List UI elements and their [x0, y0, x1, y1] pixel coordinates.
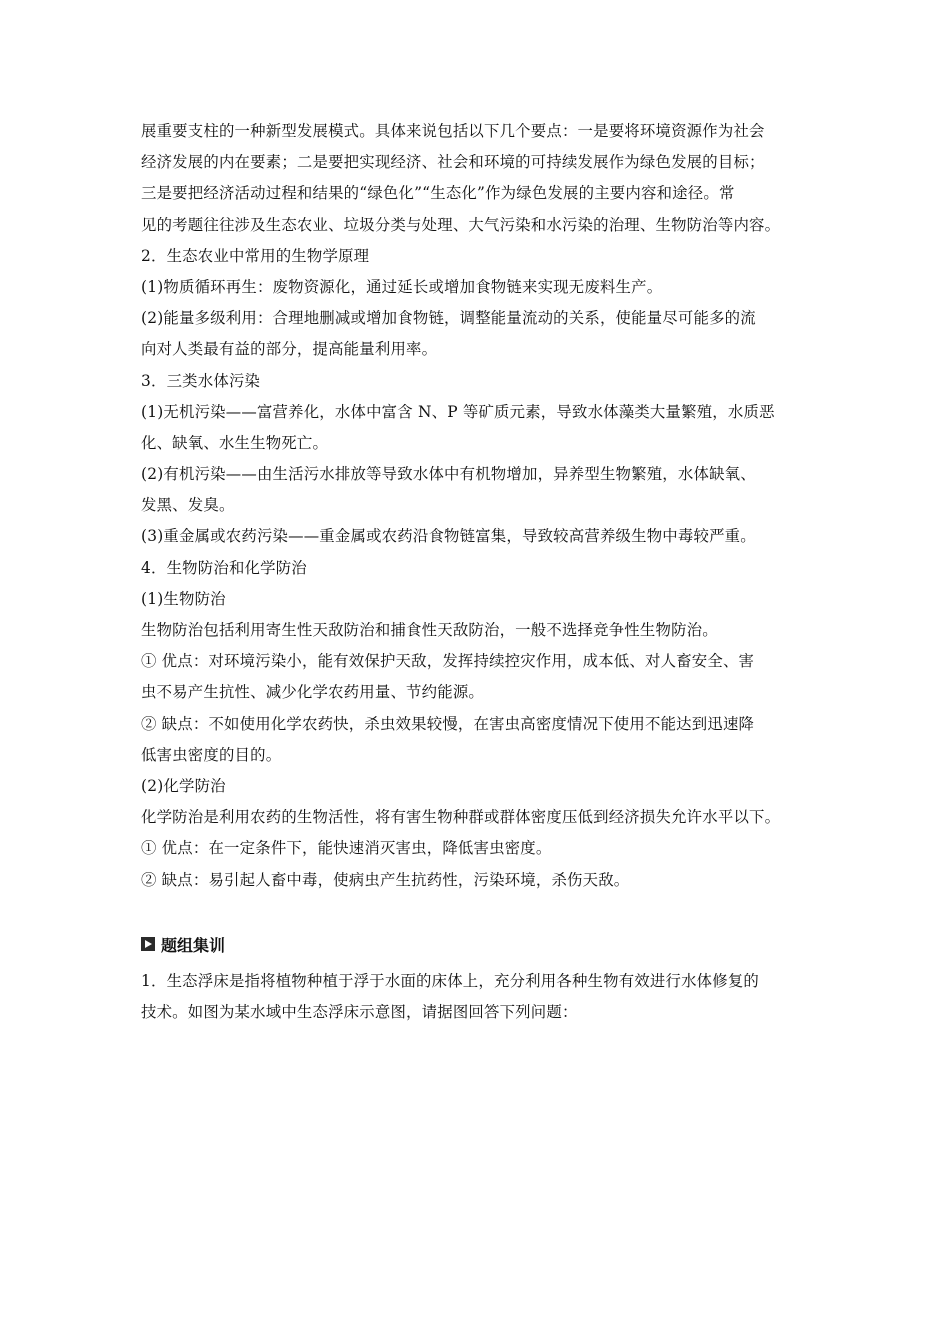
text-line: (2)能量多级利用：合理地删减或增加食物链，调整能量流动的关系，使能量尽可能多的流 — [141, 309, 756, 328]
section-heading — [141, 932, 225, 956]
text-line: 化、缺氧、水生生物死亡。 — [141, 433, 329, 452]
text-line: (3)重金属或农药污染——重金属或农药沿食物链富集，导致较高营养级生物中毒较严重。 — [141, 527, 756, 546]
play-triangle-icon — [141, 937, 155, 951]
subheading-biological-control: (1)生物防治 — [141, 589, 226, 608]
heading-pest-control: 4．生物防治和化学防治 — [141, 558, 307, 577]
text-line: ② 缺点：易引起人畜中毒，使病虫产生抗药性，污染环境，杀伤天敌。 — [141, 870, 630, 889]
question-line: 技术。如图为某水域中生态浮床示意图，请据图回答下列问题： — [141, 1003, 578, 1022]
text-line: 化学防治是利用农药的生物活性，将有害生物种群或群体密度压低到经济损失允许水平以下。 — [141, 808, 781, 827]
text-line: 生物防治包括利用寄生性天敌防治和捕食性天敌防治，一般不选择竞争性生物防治。 — [141, 621, 718, 639]
text-line: 向对人类最有益的部分，提高能量利用率。 — [141, 340, 438, 359]
text-line: (1)无机污染——富营养化，水体中富含 N、P 等矿质元素，导致水体藻类大量繁殖，水质恶 — [141, 402, 775, 421]
text-line: (1)物质循环再生：废物资源化，通过延长或增加食物链来实现无废料生产。 — [141, 277, 663, 296]
text-line: ② 缺点：不如使用化学农药快，杀虫效果较慢，在害虫高密度情况下使用不能达到迅速降 — [141, 714, 755, 733]
subheading-chemical-control: (2)化学防治 — [141, 776, 226, 795]
body-text — [141, 116, 821, 896]
heading-water-pollution: 3．三类水体污染 — [141, 371, 261, 390]
text-line: 虫不易产生抗性、减少化学农药用量、节约能源。 — [141, 683, 484, 702]
heading-biology-principles: 2．生态农业中常用的生物学原理 — [141, 246, 370, 265]
text-line: ① 优点：对环境污染小，能有效保护天敌，发挥持续控灾作用，成本低、对人畜安全、害 — [141, 652, 755, 671]
question-line: 1．生态浮床是指将植物种植于浮于水面的床体上，充分利用各种生物有效进行水体修复的 — [141, 972, 760, 990]
question-block — [141, 966, 821, 1028]
section-title-text: 题组集训 — [161, 935, 226, 955]
text-line: 展重要支柱的一种新型发展模式。具体来说包括以下几个要点：一是要将环境资源作为社会 — [141, 122, 765, 140]
text-line: 经济发展的内在要素；二是要把实现经济、社会和环境的可持续发展作为绿色发展的目标； — [141, 153, 765, 172]
text-line: 三是要把经济活动过程和结果的“绿色化”“生态化”作为绿色发展的主要内容和途径。常 — [141, 184, 735, 203]
text-line: 发黑、发臭。 — [141, 496, 235, 515]
text-line: 低害虫密度的目的。 — [141, 745, 282, 764]
text-line: 见的考题往往涉及生态农业、垃圾分类与处理、大气污染和水污染的治理、生物防治等内容。 — [141, 215, 781, 234]
text-line: ① 优点：在一定条件下，能快速消灭害虫，降低害虫密度。 — [141, 839, 552, 858]
text-line: (2)有机污染——由生活污水排放等导致水体中有机物增加，异养型生物繁殖，水体缺氧、 — [141, 465, 756, 484]
